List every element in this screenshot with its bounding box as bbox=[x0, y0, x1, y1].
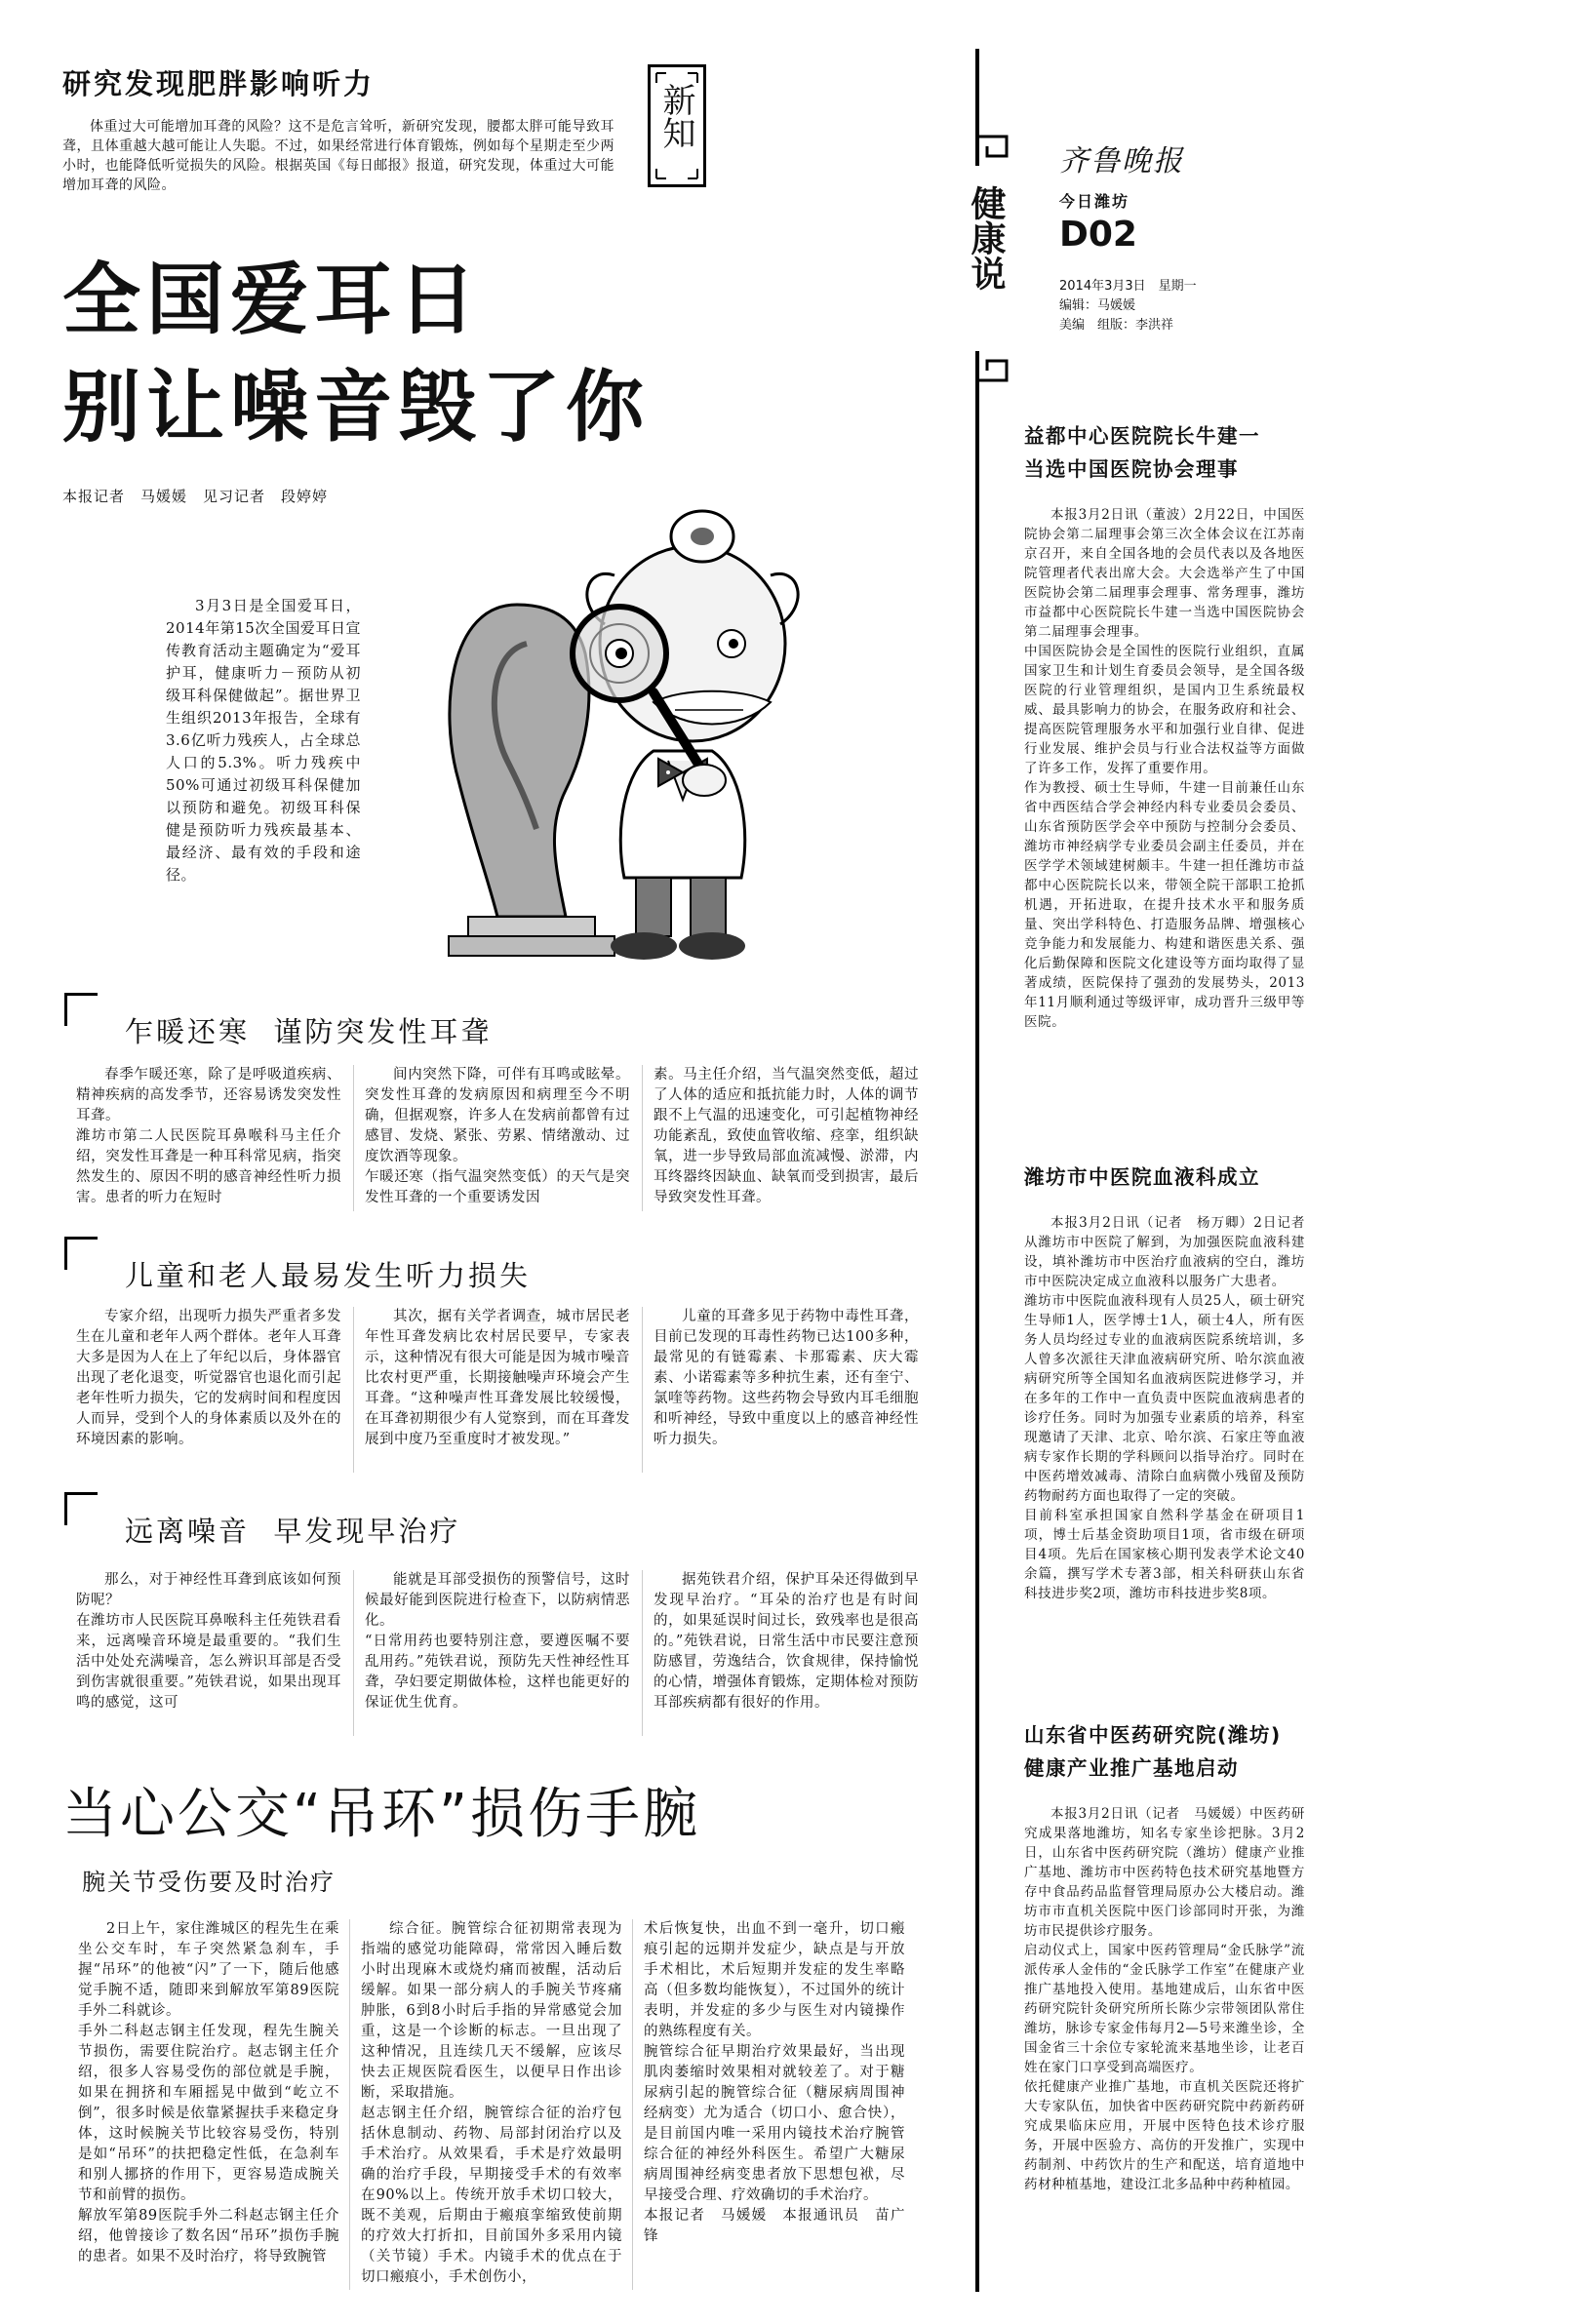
section-1-col-1: 春季乍暖还寒，除了是呼吸道疾病、精神疾病的高发季节，还容易诱发突发性耳聋。 潍坊市第二人民医院耳鼻喉科马主任介绍，突发性耳聋是一种耳科常见病，指突然发生的、原因不明的感音神经性听力损害。患者的听力在短时 bbox=[76, 1067, 341, 1205]
section-3-col-1: 那么，对于神经性耳聋到底该如何预防呢？ 在潍坊市人民医院耳鼻喉科主任苑铁君看来，远离噪音环境是最重要的。“我们生活中处处充满噪音，怎么辨识耳部是否受到伤害就很重要。”苑铁君说，如果出现耳鸣的感觉，这可 bbox=[76, 1572, 341, 1711]
main-intro: 3月3日是全国爱耳日，2014年第15次全国爱耳日宣传教育活动主题确定为“爱耳护耳，健康听力－预防从初级耳科保健做起”。据世界卫生组织2013年报告，全球有3.6亿听力残疾人，占全球总人口的5.3%。听力残疾中50%可通过初级耳科保健加以预防和避免。初级耳科保健是预防听力残疾最基本、最经济、最有效的手段和途径。 bbox=[166, 597, 361, 884]
section-2-col-2: 其次，据有关学者调查，城市居民老年性耳聋发病比农村居民要早，专家表示，这种情况有很大可能是因为城市噪音比农村更严重，长期接触噪声环境会产生耳聋。“这种噪声性耳聋发展比较缓慢，在耳聋初期很少有人觉察到，而在耳聋发展到中度乃至重度时才被发现。” bbox=[365, 1309, 630, 1447]
right-article-1-title-1: 益都中心医院院长牛建一 bbox=[1024, 424, 1260, 448]
masthead-date: 2014年3月3日 星期一 bbox=[1059, 279, 1197, 294]
news-tag bbox=[648, 64, 706, 187]
right-article-1-text: 本报3月2日讯（董波）2月22日，中国医院协会第二届理事会第三次全体会议在江苏南京召开，来自全国各地的会员代表以及各地医院管理者代表出席大会。大会选举产生了中国医院协会第二届理事会理事、常务理事，潍坊市益都中心医院院长牛建一当选中国医院协会第二届理事会理事。 中国医院协会是全国性的医院行业组织，直属国家卫生和计划生育委员会领导，是全国各级医院的行业管理组织，是国内卫生系统最权威、最具影响力的协会，在服务政府和社会、提高医院管理服务水平和加强行业自律、促进行业发展、维护会员与行业合法权益等方面做了许多工作，发挥了重要作用。 作为教授、硕士生导师，牛建一目前兼任山东省中西医结合学会神经内科专业委员会委员、山东省预防医学会卒中预防与控制分会委员、潍坊市神经病学专业委员会副主任委员，并在医学学术领域建树颇丰。牛建一担任潍坊市益都中心医院院长以来，带领全院干部职工抢抓机遇，开拓进取，在提升技术水平和服务质量、突出学科特色、打造服务品牌、增强核心竞争能力和发展能力、构建和谐医患关系、强化后勤保障和医院文化建设等方面均取得了显著成绩，医院保持了强劲的发展势头，2013年11月顺利通过等级评审，成功晋升三级甲等医院。 bbox=[1024, 507, 1305, 1030]
col-rule bbox=[353, 1570, 354, 1736]
section-1-title: 乍暖还寒 谨防突发性耳聋 bbox=[125, 1015, 493, 1048]
section-3-title: 远离噪音 早发现早治疗 bbox=[125, 1515, 461, 1548]
right-article-3-text: 本报3月2日讯（记者 马媛媛）中医药研究成果落地潍坊，知名专家坐诊把脉。3月2日，山东省中医药研究院（潍坊）健康产业推广基地、潍坊市中医药特色技术研究基地暨方存中食品药品监督管理局原办公大楼启动。潍坊市市直机关医院中医门诊部同时开张，为潍坊市民提供诊疗服务。 启动仪式上，国家中医药管理局“金氏脉学”流派传承人金伟的“金氏脉学工作室”在健康产业推广基地投入使用。基地建成后，山东省中医药研究院针灸研究所所长陈少宗带领团队常住潍坊，脉诊专家金伟每月2—5号来潍坐诊，全国金省三十余位专家轮流来基地坐诊，让老百姓在家门口享受到高端医疗。 依托健康产业推广基地，市直机关医院还将扩大专家队伍，加快省中医药研究院中药新药研究成果临床应用，开展中医特色技术诊疗服务，开展中医验方、高仿的开发推广，实现中药制剂、中药饮片的生产和配送，培育道地中药材种植基地，建设江北多品种中药种植园。 bbox=[1024, 1806, 1305, 2192]
page-number: D02 bbox=[1059, 215, 1137, 255]
right-article-2-text: 本报3月2日讯（记者 杨万卿）2日记者从潍坊市中医院了解到，为加强医院血液科建设，填补潍坊市中医治疗血液病的空白，潍坊市中医院决定成立血液科以服务广大患者。 潍坊市中医院血液科现有人员25人，硕士研究生导师1人，医学博士1人，硕士4人，所有医务人员均经过专业的血液病医院系统培训，多人曾多次派往天津血液病研究所、哈尔滨血液病研究所等全国知名血液病医院进修学习，并在多年的工作中一直负责中医院血液病患者的诊疗任务。同时为加强专业素质的培养，科室现邀请了天津、北京、哈尔滨、石家庄等血液病专家作长期的学科顾问以指导治疗。同时在中医药增效减毒、清除白血病微小残留及预防药物耐药方面也取得了一定的突破。 目前科室承担国家自然科学基金在研项目1项，博士后基金资助项目1项，省市级在研项目4项。先后在国家核心期刊发表学术论文40余篇，撰写学术专著3部，相关科研获山东省科技进步奖2项，潍坊市科技进步奖8项。 bbox=[1024, 1215, 1305, 1601]
col-rule bbox=[353, 1307, 354, 1473]
section-2-bracket bbox=[64, 1237, 98, 1270]
section-3-col-2: 能就是耳部受损伤的预警信号，这时候最好能到医院进行检查下，以防病情恶化。 “日常用药也要特别注意，要遵医嘱不要乱用药。”苑铁君说，预防先天性神经性耳聋，孕妇要定期做体检，这样也能更好的保证优生优育。 bbox=[365, 1572, 630, 1711]
section-1-bracket bbox=[64, 993, 98, 1026]
main-headline-2: 别让噪音毁了你 bbox=[62, 362, 650, 453]
brief-text: 体重过大可能增加耳聋的风险？这不是危言耸听，新研究发现，腰都太胖可能导致耳聋，且体重越大越可能让人失聪。不过，如果经常进行体育锻炼，例如每个星期走至少两小时，也能降低听觉损失的风险。根据英国《每日邮报》报道，研究发现，体重过大可能增加耳聋的风险。 bbox=[62, 119, 614, 193]
right-article-1 bbox=[1024, 419, 1305, 1032]
wrist-col-2: 综合征。腕管综合征初期常表现为指端的感觉功能障碍，常常因入睡后数小时出现麻木或烧灼痛而被醒，活动后缓解。如果一部分病人的手腕关节疼痛肿胀，6到8小时后手指的异常感觉会加重，这是一个诊断的标志。一旦出现了这种情况，且连续几天不缓解，应该尽快去正规医院看医生，以便早日作出诊断，采取措施。 赵志钢主任介绍，腕管综合征的治疗包括休息制动、药物、局部封闭治疗以及手术治疗。从效果看，手术是疗效最明确的治疗手段，早期接受手术的有效率在90%以上。传统开放手术切口较大，既不美观，后期由于瘢痕挛缩致使前期的疗效大打折扣，目前国外多采用内镜（关节镜）手术。内镜手术的优点在于切口瘢痕小，手术创伤小， bbox=[361, 1921, 622, 2285]
wrist-subhead: 腕关节受伤要及时治疗 bbox=[82, 1869, 336, 1896]
paper-logo: 齐鲁晚报 bbox=[1059, 144, 1184, 178]
wrist-headline: 当心公交“吊环”损伤手腕 bbox=[62, 1783, 701, 1846]
col-rule bbox=[642, 1570, 643, 1736]
right-article-2 bbox=[1024, 1161, 1305, 1603]
section-2-col-3: 儿童的耳聋多见于药物中毒性耳聋，目前已发现的耳毒性药物已达100多种，最常见的有链霉素、卡那霉素、庆大霉素、小诺霉素等多种抗生素，还有奎宁、氯喹等药物。这些药物会导致内耳毛细胞和听神经，导致中重度以上的感音神经性听力损失。 bbox=[654, 1309, 919, 1447]
section-3-bracket bbox=[64, 1492, 98, 1525]
col-rule bbox=[642, 1307, 643, 1473]
wrist-col-3: 术后恢复快，出血不到一毫升，切口瘢痕引起的远期并发症少，缺点是与开放手术相比，术后短期并发症的发生率略高（但多数均能恢复），不过国外的统计表明，并发症的多少与医生对内镜操作的熟练程度有关。 腕管综合征早期治疗效果最好，当出现肌肉萎缩时效果相对就较差了。对于糖尿病引起的腕管综合征（糖尿病周围神经病变）尤为适合（切口小、愈合快），是目前国内唯一采用内镜技术治疗腕管综合征的神经外科医生。希望广大糖尿病周围神经病变患者放下思想包袱，尽早接受合理、疗效确切的手术治疗。 本报记者 马媛媛 本报通讯员 苗广锋 bbox=[644, 1921, 905, 2244]
col-rule bbox=[642, 1065, 643, 1211]
section-1-col-2: 间内突然下降，可伴有耳鸣或眩晕。突发性耳聋的发病原因和病理至今不明确，但据观察，许多人在发病前都曾有过感冒、发烧、紧张、劳累、情绪激动、过度饮酒等现象。 乍暖还寒（指气温突然变低）的天气是突发性耳聋的一个重要诱发因 bbox=[365, 1067, 630, 1205]
section-3-col-3: 据苑铁君介绍，保护耳朵还得做到早发现早治疗。“耳朵的治疗也是有时间的，如果延误时间过长，致残率也是很高的。”苑铁君说，日常生活中市民要注意预防感冒，劳逸结合，饮食规律，保持愉悦的心情，增强体育锻炼，定期体检对预防耳部疾病都有很好的作用。 bbox=[654, 1572, 919, 1711]
column-name: 健康说 bbox=[966, 185, 1006, 291]
doctor-ear-illustration bbox=[419, 458, 888, 975]
brief-title: 研究发现肥胖影响听力 bbox=[62, 67, 376, 100]
col-rule bbox=[632, 1919, 633, 2290]
right-article-2-title-1: 潍坊市中医院血液科成立 bbox=[1024, 1165, 1260, 1189]
right-article-1-title-2: 当选中国医院协会理事 bbox=[1024, 457, 1239, 481]
news-tag-text: 新知 bbox=[656, 83, 695, 149]
section-1-col-3: 素。马主任介绍，当气温突然变低，超过了人体的适应和抵抗能力时，人体的调节跟不上气温的迅速变化，可引起植物神经功能紊乱，致使血管收缩、痉挛，组织缺氧，进一步导致局部血流减慢、淤滞，内耳终器终因缺血、缺氧而受到损害，最后导致突发性耳聋。 bbox=[654, 1067, 919, 1205]
right-article-3-title-1: 山东省中医药研究院(潍坊) bbox=[1024, 1723, 1282, 1747]
section-2-title: 儿童和老人最易发生听力损失 bbox=[125, 1259, 532, 1292]
wrist-col-1: 2日上午，家住潍城区的程先生在乘坐公交车时，车子突然紧急刹车，手握“吊环”的他被“闪”了一下，随后他感觉手腕不适，随即来到解放军第89医院手外二科就诊。 手外二科赵志钢主任发现，程先生腕关节损伤，需要住院治疗。赵志钢主任介绍，很多人容易受伤的部位就是手腕，如果在拥挤和车厢摇晃中做到“屹立不倒”，很多时候是依靠紧握扶手来稳定身体，这时候腕关节比较容易受伤，特别是如“吊环”的扶把稳定性低，在急刹车和别人挪挤的作用下，更容易造成腕关节和前臂的损伤。 解放军第89医院手外二科赵志钢主任介绍，他曾接诊了数名因“吊环”损伤手腕的患者。如果不及时治疗，将导致腕管 bbox=[78, 1921, 339, 2265]
section-2-col-1: 专家介绍，出现听力损失严重者多发生在儿童和老年人两个群体。老年人耳聋大多是因为人在上了年纪以后，身体器官出现了老化退变，听觉器官也退化而引起老年性听力损失，它的发病时间和程度因人而异，受到个人的身体素质以及外在的环境因素的影响。 bbox=[76, 1309, 341, 1447]
masthead-designer: 美编 组版：李洪祥 bbox=[1059, 318, 1174, 333]
right-article-3-title-2: 健康产业推广基地启动 bbox=[1024, 1756, 1239, 1780]
main-byline: 本报记者 马媛媛 见习记者 段婷婷 bbox=[62, 488, 329, 505]
col-rule bbox=[353, 1065, 354, 1211]
col-rule bbox=[349, 1919, 350, 2290]
right-article-3 bbox=[1024, 1718, 1305, 2194]
edition-name: 今日潍坊 bbox=[1059, 192, 1130, 211]
main-headline-1: 全国爱耳日 bbox=[62, 255, 482, 345]
masthead-editor: 编辑：马媛媛 bbox=[1059, 298, 1136, 313]
